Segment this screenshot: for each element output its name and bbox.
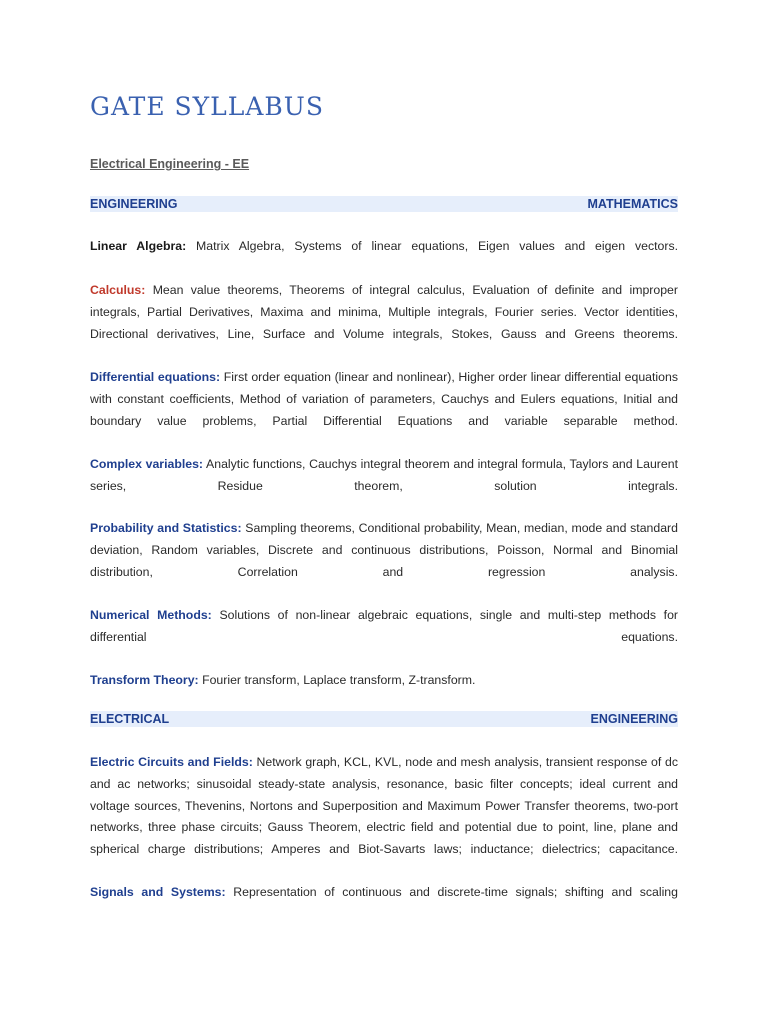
topic-text: Sampling theorems, Conditional probability, Mean, median, mode and standard deviation, Random variables, Discrete and continuous distributions, Poisson, Normal and Binomial distribution, Correlation and regression analysis.: [90, 521, 678, 579]
topic-text: Analytic functions, Cauchys integral theorem and integral formula, Taylors and Laurent series, Residue theorem, solution integrals.: [90, 457, 678, 493]
topic-heading: Probability and Statistics:: [90, 521, 242, 535]
topic-heading: Linear Algebra:: [90, 239, 187, 253]
section-header-electrical-engineering: [90, 711, 678, 727]
topic-text: Mean value theorems, Theorems of integral calculus, Evaluation of definite and improper integrals, Partial Derivatives, Maxima and minima, Multiple integrals, Fourier series. Vector identities, Directional derivatives, Line, Surface and Volume integrals, Stokes, Gauss and Greens theorems.: [90, 283, 678, 341]
section-header-engineering-mathematics: [90, 196, 678, 212]
topic-heading: Transform Theory:: [90, 673, 199, 687]
topic-heading: Electric Circuits and Fields:: [90, 755, 253, 769]
topic-text: Fourier transform, Laplace transform, Z-transform.: [202, 673, 476, 687]
topic-heading: Complex variables:: [90, 457, 204, 471]
topic-heading: Signals and Systems:: [90, 885, 226, 899]
topic-transform-theory: [90, 670, 678, 692]
section-header-left: ENGINEERING: [90, 197, 178, 211]
section-header-right: MATHEMATICS: [587, 197, 678, 211]
section-header-right: ENGINEERING: [590, 712, 678, 726]
topic-calculus: [90, 280, 678, 345]
topic-heading: Numerical Methods:: [90, 608, 212, 622]
topic-linear-algebra: [90, 236, 678, 258]
topic-text: Matrix Algebra, Systems of linear equations, Eigen values and eigen vectors.: [196, 239, 679, 253]
document-subtitle: Electrical Engineering - EE: [90, 157, 250, 171]
topic-heading: Differential equations:: [90, 370, 221, 384]
topic-text: Representation of continuous and discrete-time signals; shifting and scaling: [233, 885, 678, 899]
topic-electric-circuits-fields: [90, 752, 678, 861]
topic-text: Network graph, KCL, KVL, node and mesh analysis, transient response of dc and ac networks; sinusoidal steady-state analysis, resonance, basic filter concepts; ideal current and voltage sources, Thevenins, Nortons and Superposition and Maximum Power Transfer theorems, two-port networks, three phase circuits; Gauss Theorem, electric field and potential due to point, line, plane and spherical charge distributions; Amperes and Biot-Savarts laws; inductance; dielectrics; capacitance.: [90, 755, 678, 857]
document-title: GATE SYLLABUS: [90, 92, 324, 121]
topic-complex-variables: [90, 454, 678, 498]
topic-differential-equations: [90, 367, 678, 432]
topic-heading: Calculus:: [90, 283, 146, 297]
topic-text: First order equation (linear and nonlinear), Higher order linear differential equations with constant coefficients, Method of variation of parameters, Cauchys and Eulers equations, Initial and boundary value problems, Partial Differential Equations and variable separable method.: [90, 370, 678, 428]
topic-probability-statistics: [90, 518, 678, 583]
topic-signals-systems: [90, 882, 678, 904]
topic-text: Solutions of non-linear algebraic equations, single and multi-step methods for differential equations.: [90, 608, 678, 644]
section-header-left: ELECTRICAL: [90, 712, 170, 726]
topic-numerical-methods: [90, 605, 678, 649]
